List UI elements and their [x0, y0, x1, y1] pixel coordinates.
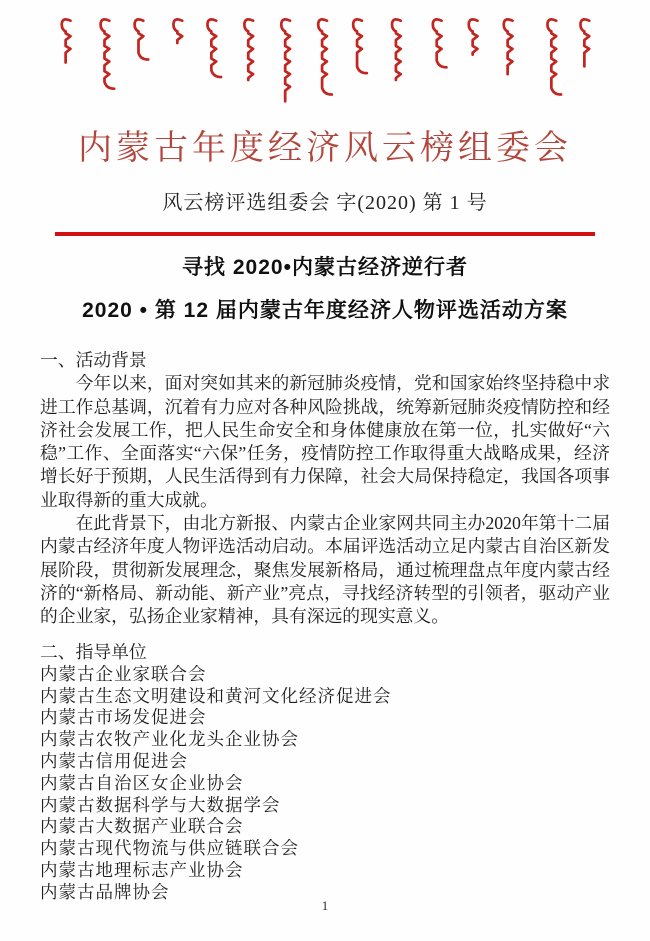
document-title-line2: 2020 • 第 12 届内蒙古年度经济人物评选活动方案	[82, 299, 568, 322]
mongolian-script-banner	[40, 10, 610, 112]
paragraph-1: 今年以来，面对突如其来的新冠肺炎疫情，党和国家始终坚持稳中求进工作总基调，沉着有力应对各种风险挑战，统筹新冠肺炎疫情防控和经济社会发展工作，把人民生命安全和身体健康放在第一位，扎实做好“六稳”工作、全面落实“六保”任务，疫情防控工作取得重大战略成果，经济增长好于预期，人民生活得到有力保障，社会大局保持稳定，我国各项事业取得新的重大成就。	[40, 373, 610, 510]
list-item: 内蒙古大数据产业联合会	[40, 816, 244, 837]
list-item: 内蒙古市场发促进会	[40, 707, 207, 728]
section-guiding-units	[40, 641, 610, 904]
list-item: 内蒙古生态文明建设和黄河文化经济促进会	[40, 685, 392, 706]
section-2-heading: 二、指导单位	[40, 641, 147, 662]
guiding-units-list	[40, 664, 610, 904]
document-number: 风云榜评选组委会 字(2020) 第 1 号	[162, 192, 488, 214]
page-number: 1	[321, 898, 329, 913]
list-item: 内蒙古地理标志产业协会	[40, 860, 244, 881]
list-item: 内蒙古品牌协会	[40, 881, 170, 902]
paragraph-2: 在此背景下，由北方新报、内蒙古企业家网共同主办2020年第十二届内蒙古经济年度人物评选活动启动。本届评选活动立足内蒙古自治区新发展阶段，贯彻新发展理念，聚焦发展新格局，通过梳理盘点年度内蒙古经济的“新格局、新动能、新产业”亮点，寻找经济转型的引领者，驱动产业的企业家，弘扬企业家精神，具有深远的现实意义。	[40, 513, 610, 627]
list-item: 内蒙古数据科学与大数据学会	[40, 794, 281, 815]
red-divider-rule	[55, 232, 595, 236]
list-item: 内蒙古农牧产业化龙头企业协会	[40, 729, 299, 750]
mongolian-script-icon	[40, 10, 610, 112]
list-item: 内蒙古信用促进会	[40, 751, 188, 772]
section-1-heading: 一、活动背景	[40, 350, 147, 370]
list-item: 内蒙古自治区女企业协会	[40, 772, 244, 793]
list-item: 内蒙古现代物流与供应链联合会	[40, 838, 299, 859]
organization-title: 内蒙古年度经济风云榜组委会	[78, 130, 572, 167]
document-title-line1: 寻找 2020•内蒙古经济逆行者	[182, 256, 468, 279]
list-item: 内蒙古企业家联合会	[40, 663, 207, 684]
section-activity-background	[40, 349, 610, 629]
